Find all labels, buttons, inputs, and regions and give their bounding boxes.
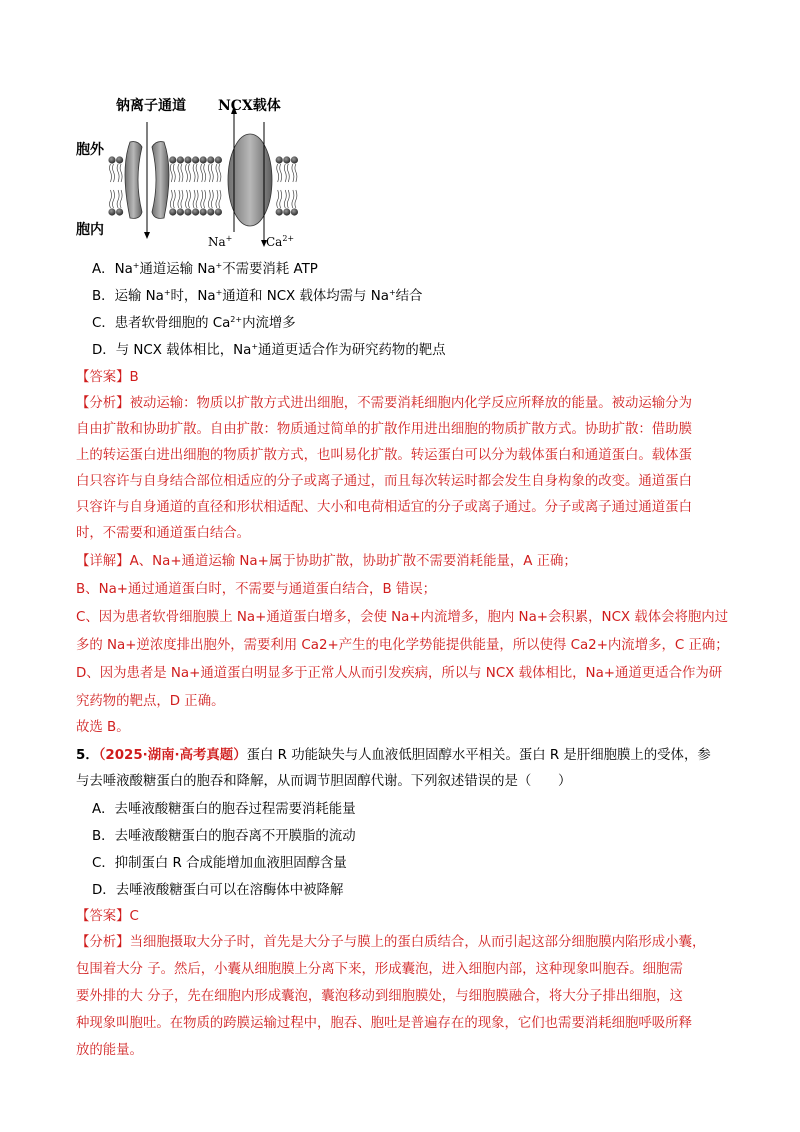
- q5-analysis-line: 要外排的大 分子，先在细胞内形成囊泡，囊泡移动到细胞膜处，与细胞膜融合，将大分子排出细胞，这: [76, 989, 683, 1004]
- lipid-head: [192, 208, 199, 215]
- q4-analysis-line: 时，不需要和通道蛋白结合。: [76, 526, 251, 541]
- q4-detail-line: C、因为患者软骨细胞膜上 Na+通道蛋白增多，会使 Na+内流增多，胞内 Na+会积累，NCX 载体会将胞内过: [76, 610, 729, 625]
- ncx-carrier: [228, 134, 272, 226]
- q4-conclusion: 故选 B。: [76, 720, 130, 735]
- lipid-head: [215, 208, 222, 215]
- q4-answer: 【答案】B: [76, 370, 139, 385]
- lipid-tail: [208, 190, 213, 208]
- q4-detail-line: 【详解】A、Na+通道运输 Na+属于协助扩散，协助扩散不需要消耗能量，A 正确；: [76, 554, 577, 569]
- lipid-tail: [186, 190, 191, 208]
- lipid-head: [108, 156, 115, 163]
- lipid-tail: [186, 164, 191, 182]
- lipid-head: [169, 208, 176, 215]
- lipid-head: [116, 208, 123, 215]
- q5-source: （2025·湖南·高考真题）: [98, 748, 247, 763]
- lipid-head: [192, 156, 199, 163]
- lipid-tail: [208, 164, 213, 182]
- lipid-tail: [117, 164, 122, 182]
- q5-stem-line: 与去唾液酸糖蛋白的胞吞和降解，从而调节胆固醇代谢。下列叙述错误的是（ ）: [76, 774, 572, 789]
- label-sodium-channel: 钠离子通道: [116, 98, 186, 114]
- lipid-tail: [277, 164, 282, 182]
- lipid-tail: [201, 190, 206, 208]
- q5-analysis-line: 【分析】当细胞摄取大分子时，首先是大分子与膜上的蛋白质结合，从而引起这部分细胞膜内陷形成小囊，: [76, 935, 706, 950]
- lipid-tail: [110, 164, 115, 182]
- lipid-tail: [216, 190, 221, 208]
- membrane-transport-figure: [72, 92, 302, 250]
- sodium-channel-right: [152, 142, 169, 219]
- q4-detail-line: 究药物的靶点，D 正确。: [76, 694, 225, 709]
- lipid-tail: [201, 164, 206, 182]
- lipid-head: [108, 208, 115, 215]
- q4-analysis-line: 自由扩散和协助扩散。自由扩散：物质通过简单的扩散作用进出细胞的物质扩散方式。协助扩散：借助膜: [76, 422, 692, 437]
- q5-option-d: D．去唾液酸糖蛋白可以在溶酶体中被降解: [92, 883, 344, 898]
- q5-number: 5．: [76, 748, 99, 763]
- q4-analysis-line: 【分析】被动运输：物质以扩散方式进出细胞，不需要消耗细胞内化学反应所释放的能量。被动运输分为: [76, 396, 692, 411]
- q5-analysis-line: 包围着大分 子。然后，小囊从细胞膜上分离下来，形成囊泡，进入细胞内部，这种现象叫胞吞。细胞需: [76, 962, 683, 977]
- lipid-tail: [178, 190, 183, 208]
- lipid-head: [184, 156, 191, 163]
- detail-tag: 【详解】: [76, 554, 130, 569]
- lipid-head: [116, 156, 123, 163]
- lipid-tail: [284, 190, 289, 208]
- lipid-head: [207, 208, 214, 215]
- arrow-head-down-icon: [144, 232, 150, 239]
- q5-option-a: A．去唾液酸糖蛋白的胞吞过程需要消耗能量: [92, 802, 356, 817]
- lipid-head: [177, 156, 184, 163]
- lipid-head: [184, 208, 191, 215]
- lipid-head: [276, 156, 283, 163]
- q5-answer: 【答案】C: [76, 909, 139, 924]
- lipid-tail: [284, 164, 289, 182]
- lipid-tail: [170, 190, 175, 208]
- lipid-head: [200, 156, 207, 163]
- q4-option-a: A．Na+通道运输 Na+不需要消耗 ATP: [92, 261, 318, 277]
- q4-option-d: D．与 NCX 载体相比，Na+通道更适合作为研究药物的靶点: [92, 342, 446, 358]
- label-ncx: NCX载体: [218, 98, 281, 114]
- label-na-ion: Na+: [208, 234, 233, 249]
- label-ca-ion: $Ca^{2+}$: [266, 234, 295, 249]
- lipid-head: [215, 156, 222, 163]
- label-outside: 胞外: [76, 142, 104, 158]
- lipid-head: [177, 208, 184, 215]
- q4-detail-line: 多的 Na+逆浓度排出胞外，需要利用 Ca2+产生的电化学势能提供能量，所以使得 Ca2+内流增多，C 正确；: [76, 638, 729, 653]
- lipid-head: [169, 156, 176, 163]
- label-inside: 胞内: [76, 222, 104, 238]
- lipid-tail: [193, 164, 198, 182]
- lipid-tail: [170, 164, 175, 182]
- lipid-tail: [216, 164, 221, 182]
- sodium-channel-left: [125, 142, 142, 219]
- q4-detail-line: D、因为患者是 Na+通道蛋白明显多于正常人从而引发疾病，所以与 NCX 载体相比，Na+通道更适合作为研: [76, 666, 723, 681]
- analysis-tag: 【分析】: [76, 935, 130, 950]
- lipid-head: [200, 208, 207, 215]
- q4-detail-line: B、Na+通过通道蛋白时，不需要与通道蛋白结合，B 错误；: [76, 582, 437, 597]
- q5-stem: 5．（2025·湖南·高考真题）蛋白 R 功能缺失与人血液低胆固醇水平相关。蛋白 R 是肝细胞膜上的受体，参: [76, 748, 711, 763]
- lipid-tail: [193, 190, 198, 208]
- lipid-head: [276, 208, 283, 215]
- lipid-head: [291, 156, 298, 163]
- lipid-tail: [178, 164, 183, 182]
- lipid-head: [291, 208, 298, 215]
- q5-analysis-line: 放的能量。: [76, 1043, 143, 1058]
- q5-option-c: C．抑制蛋白 R 合成能增加血液胆固醇含量: [92, 856, 347, 871]
- q4-option-c: C．患者软骨细胞的 $Ca^{2+}$内流增多: [92, 315, 296, 331]
- analysis-tag: 【分析】: [76, 396, 130, 411]
- q4-option-b: B．运输 Na+时，Na+通道和 NCX 载体均需与 Na+结合: [92, 288, 423, 304]
- lipid-tail: [110, 190, 115, 208]
- lipid-tail: [277, 190, 282, 208]
- lipid-tail: [117, 190, 122, 208]
- lipid-head: [207, 156, 214, 163]
- q5-option-b: B．去唾液酸糖蛋白的胞吞离不开膜脂的流动: [92, 829, 356, 844]
- q4-analysis-line: 上的转运蛋白进出细胞的物质扩散方式，也叫易化扩散。转运蛋白可以分为载体蛋白和通道蛋白。载体蛋: [76, 448, 692, 463]
- lipid-tail: [292, 190, 297, 208]
- lipid-head: [283, 156, 290, 163]
- q4-analysis-line: 白只容许与自身结合部位相适应的分子或离子通过，而且每次转运时都会发生自身构象的改变。通道蛋白: [76, 474, 692, 489]
- lipid-tail: [292, 164, 297, 182]
- q4-analysis-line: 只容许与自身通道的直径和形状相适配、大小和电荷相适宜的分子或离子通过。分子或离子通过通道蛋白: [76, 500, 692, 515]
- q5-analysis-line: 种现象叫胞吐。在物质的跨膜运输过程中，胞吞、胞吐是普遍存在的现象，它们也需要消耗细胞呼吸所释: [76, 1016, 692, 1031]
- lipid-head: [283, 208, 290, 215]
